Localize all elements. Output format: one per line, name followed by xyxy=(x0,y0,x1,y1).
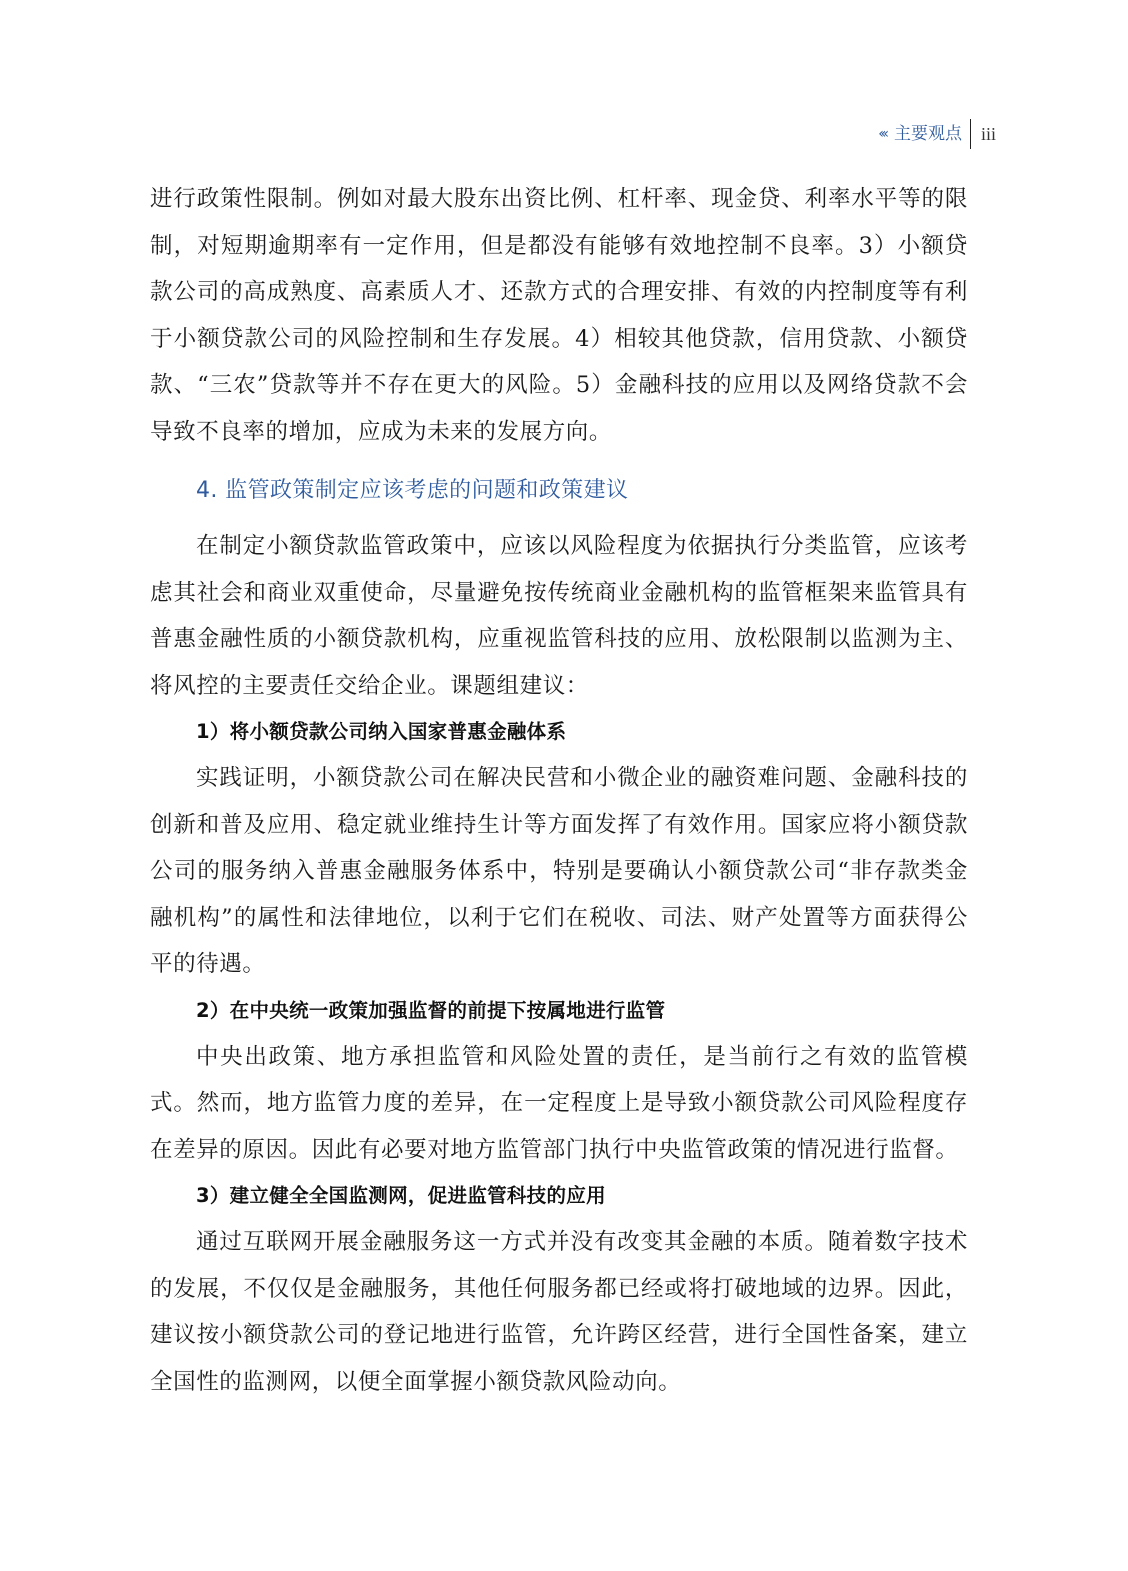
section-intro-paragraph: 在制定小额贷款监管政策中，应该以风险程度为依据执行分类监管，应该考虑其社会和商业双重使命，尽量避免按传统商业金融机构的监管框架来监管具有普惠金融性质的小额贷款机构，应重视监管科技的应用、放松限制以监测为主、将风控的主要责任交给企业。课题组建议： xyxy=(150,533,968,699)
page-body xyxy=(150,176,968,1405)
section-heading: 4. 监管政策制定应该考虑的问题和政策建议 xyxy=(196,478,629,503)
recommendation-title: 3）建立健全全国监测网，促进监管科技的应用 xyxy=(196,1184,606,1207)
intro-paragraph: 进行政策性限制。例如对最大股东出资比例、杠杆率、现金贷、利率水平等的限制，对短期逾期率有一定作用，但是都没有能够有效地控制不良率。3）小额贷款公司的高成熟度、高素质人才、还款方式的合理安排、有效的内控制度等有利于小额贷款公司的风险控制和生存发展。4）相较其他贷款，信用贷款、小额贷款、“三农”贷款等并不存在更大的风险。5）金融科技的应用以及网络贷款不会导致不良率的增加，应成为未来的发展方向。 xyxy=(150,186,968,445)
recommendation-1 xyxy=(150,709,968,988)
header-section-title: 主要观点 xyxy=(893,124,962,144)
recommendation-3 xyxy=(150,1173,968,1405)
recommendation-title: 1）将小额贷款公司纳入国家普惠金融体系 xyxy=(196,720,567,743)
recommendation-title: 2）在中央统一政策加强监督的前提下按属地进行监管 xyxy=(196,998,666,1022)
page-number: iii xyxy=(980,124,996,144)
header-divider xyxy=(970,119,971,149)
running-header xyxy=(878,120,996,148)
recommendation-2 xyxy=(150,988,968,1174)
recommendation-body: 通过互联网开展金融服务这一方式并没有改变其金融的本质。随着数字技术的发展，不仅仅是金融服务，其他任何服务都已经或将打破地域的边界。因此，建议按小额贷款公司的登记地进行监管，允许跨区经营，进行全国性备案，建立全国性的监测网，以便全面掌握小额贷款风险动向。 xyxy=(150,1229,968,1395)
recommendation-body: 中央出政策、地方承担监管和风险处置的责任，是当前行之有效的监管模式。然而，地方监管力度的差异，在一定程度上是导致小额贷款公司风险程度存在差异的原因。因此有必要对地方监管部门执行中央监管政策的情况进行监督。 xyxy=(150,1043,968,1163)
recommendation-body: 实践证明，小额贷款公司在解决民营和小微企业的融资难问题、金融科技的创新和普及应用、稳定就业维持生计等方面发挥了有效作用。国家应将小额贷款公司的服务纳入普惠金融服务体系中，特别是要确认小额贷款公司“非存款类金融机构”的属性和法律地位，以利于它们在税收、司法、财产处置等方面获得公平的待遇。 xyxy=(150,765,968,977)
chevron-left-icon: ‹‹‹ xyxy=(878,126,886,142)
